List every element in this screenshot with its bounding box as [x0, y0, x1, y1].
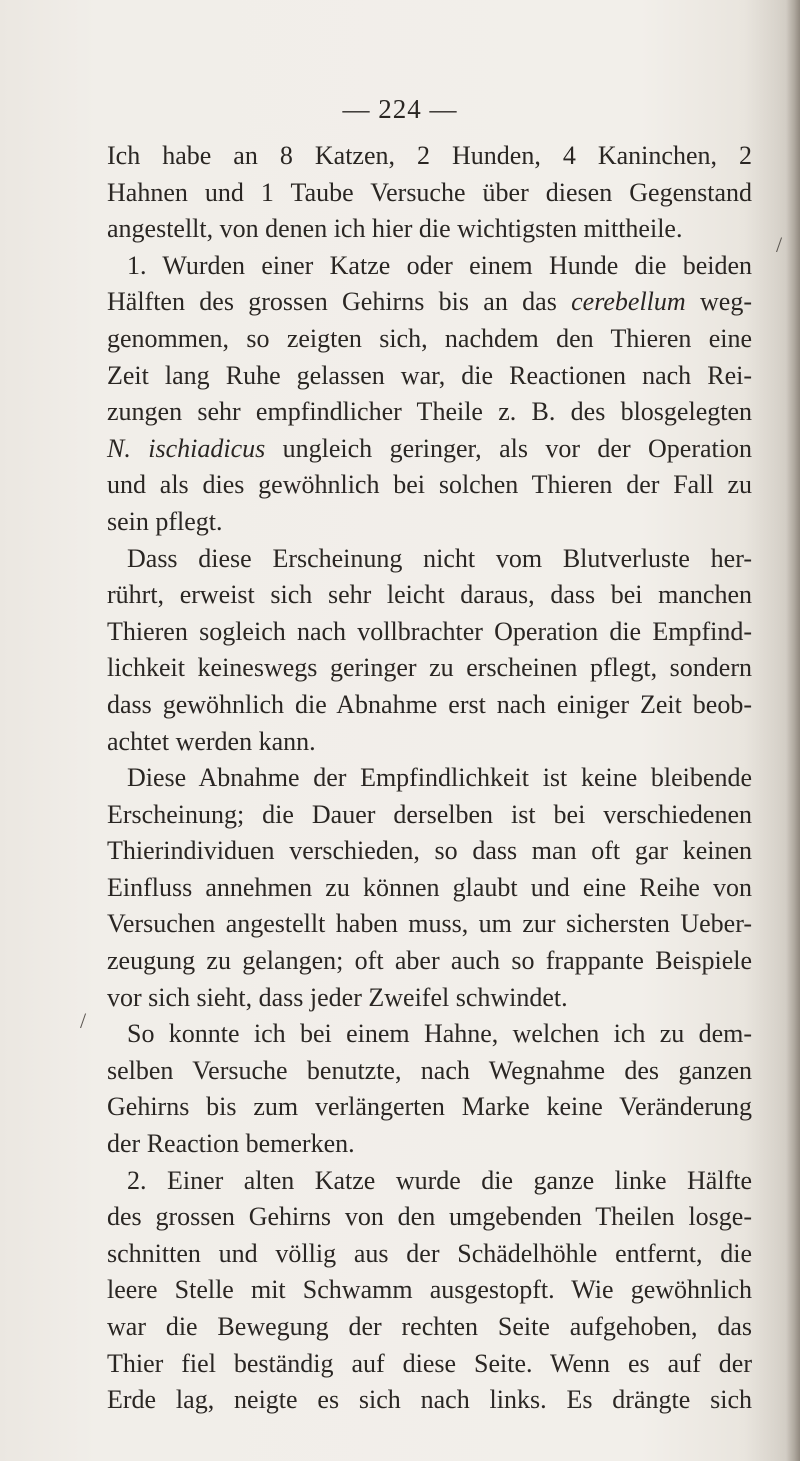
text-line: [107, 1053, 752, 1090]
text-segment: Thieren sogleich nach vollbrachter Operation die Empfind-: [107, 616, 752, 646]
text-segment: Thier fiel beständig auf diese Seite. Wenn es auf der: [107, 1348, 752, 1378]
text-line: [107, 614, 752, 651]
text-line: [107, 284, 752, 321]
text-segment: Hälften des grossen Gehirns bis an das: [107, 287, 572, 317]
text-segment: Erscheinung; die Dauer derselben ist bei verschiedenen: [107, 799, 752, 829]
text-segment: zeugung zu gelangen; oft aber auch so frappante Beispiele: [107, 946, 752, 976]
text-segment: vor sich sieht, dass jeder Zweifel schwindet.: [107, 982, 568, 1012]
text-segment: Zeit lang Ruhe gelassen war, die Reactionen nach Rei-: [107, 360, 752, 390]
text-segment: war die Bewegung der rechten Seite aufgehoben, das: [107, 1312, 752, 1341]
text-segment: zungen sehr empfindlicher Theile z. B. des blosgelegten: [107, 397, 752, 427]
page-edge-shadow: [786, 0, 800, 1461]
text-line: [107, 650, 752, 687]
text-line: [107, 541, 752, 578]
text-segment: schnitten und völlig aus der Schädelhöhle entfernt, die: [107, 1238, 752, 1268]
text-segment: Ich habe an 8 Katzen, 2 Hunden, 4 Kaninchen, 2: [107, 141, 752, 170]
text-segment: Gehirns bis zum verlängerten Marke keine Veränderung: [107, 1092, 752, 1122]
text-line: [107, 394, 752, 431]
page-number: — 224 —: [342, 94, 458, 124]
text-line: [107, 760, 752, 797]
text-segment: Diese Abnahme der Empfindlichkeit ist keine bleibende: [127, 763, 752, 793]
body-text: [107, 138, 752, 1419]
text-line: [107, 1089, 752, 1126]
text-line: [107, 797, 752, 834]
italic-term: N. ischiadicus: [107, 433, 266, 463]
text-segment: 2. Einer alten Katze wurde die ganze linke Hälfte: [127, 1165, 752, 1195]
text-line: [107, 321, 752, 358]
text-segment: weg-: [685, 287, 752, 317]
text-segment: 1. Wurden einer Katze oder einem Hunde die beiden: [127, 250, 752, 280]
text-segment: leere Stelle mit Schwamm ausgestopft. Wie gewöhnlich: [107, 1275, 752, 1305]
text-segment: Erde lag, neigte es sich nach links. Es drängte sich: [107, 1385, 752, 1415]
margin-mark: /: [776, 232, 783, 257]
text-segment: Hahnen und 1 Taube Versuche über diesen Gegenstand: [107, 177, 752, 207]
text-segment: So konnte ich bei einem Hahne, welchen ich zu dem-: [127, 1019, 752, 1049]
text-line: [107, 577, 752, 614]
text-segment: genommen, so zeigten sich, nachdem den Thieren eine: [107, 323, 752, 353]
text-line: [107, 467, 752, 504]
text-segment: Thierindividuen verschieden, so dass man oft gar keinen: [107, 836, 752, 866]
text-line: [107, 1199, 752, 1236]
text-line: [107, 1163, 752, 1200]
text-line: [107, 1016, 752, 1053]
text-line: [107, 980, 752, 1017]
italic-term: cerebellum: [571, 287, 686, 317]
text-line: [107, 906, 752, 943]
text-segment: der Reaction bemerken.: [107, 1129, 355, 1159]
text-line: [107, 431, 752, 468]
text-line: [107, 138, 752, 175]
text-segment: des grossen Gehirns von den umgebenden Theilen losge-: [107, 1202, 752, 1232]
text-segment: dass gewöhnlich die Abnahme erst nach einiger Zeit beob-: [107, 689, 752, 719]
text-line: [107, 248, 752, 285]
text-segment: lichkeit keineswegs geringer zu erscheinen pflegt, sondern: [107, 653, 752, 683]
text-segment: sein pflegt.: [107, 506, 223, 536]
text-line: [107, 833, 752, 870]
text-segment: selben Versuche benutzte, nach Wegnahme des ganzen: [107, 1055, 752, 1085]
text-line: [107, 1309, 752, 1346]
text-segment: Dass diese Erscheinung nicht vom Blutverluste her-: [127, 543, 752, 573]
text-line: [107, 211, 752, 248]
text-line: [107, 1346, 752, 1383]
text-segment: Versuchen angestellt haben muss, um zur sichersten Ueber-: [107, 909, 752, 939]
text-line: [107, 943, 752, 980]
text-line: [107, 870, 752, 907]
text-line: [107, 1126, 752, 1163]
text-line: [107, 724, 752, 761]
text-line: [107, 1272, 752, 1309]
text-segment: rührt, erweist sich sehr leicht daraus, dass bei manchen: [107, 580, 752, 610]
text-line: [107, 1382, 752, 1419]
text-line: [107, 1236, 752, 1273]
text-line: [107, 504, 752, 541]
text-segment: ungleich geringer, als vor der Operation: [265, 433, 752, 463]
text-segment: Einfluss annehmen zu können glaubt und eine Reihe von: [107, 872, 752, 902]
text-line: [107, 687, 752, 724]
text-line: [107, 175, 752, 212]
text-line: [107, 358, 752, 395]
text-segment: achtet werden kann.: [107, 726, 316, 756]
margin-mark: /: [80, 1008, 87, 1033]
text-segment: angestellt, von denen ich hier die wichtigsten mittheile.: [107, 214, 683, 244]
text-segment: und als dies gewöhnlich bei solchen Thieren der Fall zu: [107, 470, 752, 500]
